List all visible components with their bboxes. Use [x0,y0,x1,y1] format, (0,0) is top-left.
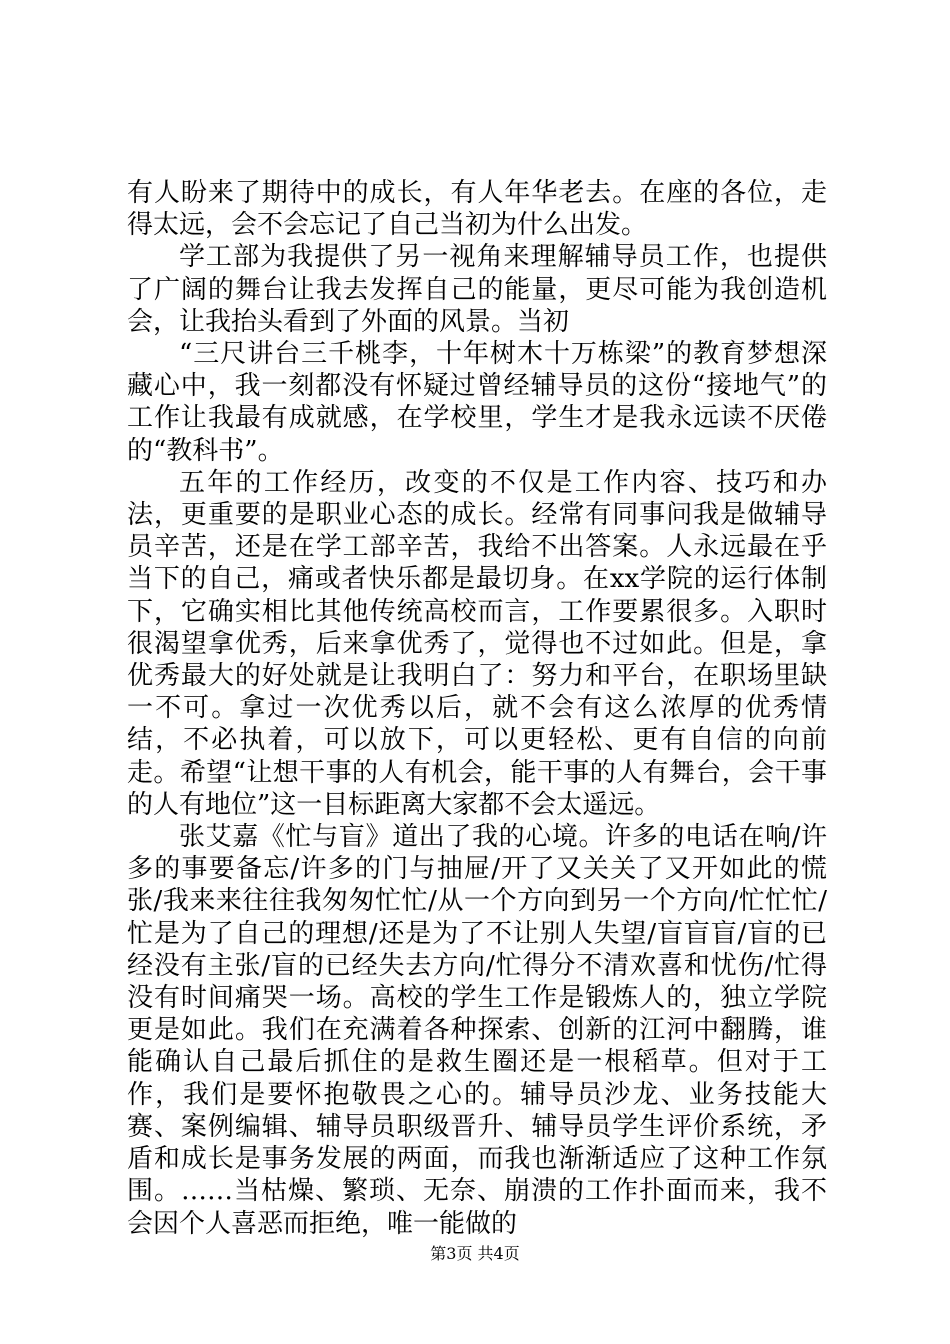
body-text [127,177,827,1240]
paragraph-2: 学工部为我提供了另一视角来理解辅导员工作，也提供了广阔的舞台让我去发挥自己的能量，更尽可能为我创造机会，让我抬头看到了外面的风景。当初 [127,242,827,337]
page-footer: 第3页 共4页 [430,1244,520,1263]
paragraph-3: “三尺讲台三千桃李，十年树木十万栋梁”的教育梦想深藏心中，我一刻都没有怀疑过曾经辅导员的这份“接地气”的工作让我最有成就感，在学校里，学生才是我永远读不厌倦的“教科书”。 [127,339,827,466]
paragraph-4: 五年的工作经历，改变的不仅是工作内容、技巧和办法，更重要的是职业心态的成长。经常有同事问我是做辅导员辛苦，还是在学工部辛苦，我给不出答案。人永远最在乎当下的自己，痛或者快乐都是最切身。在xx学院的运行体制下，它确实相比其他传统高校而言，工作要累很多。入职时很渴望拿优秀，后来拿优秀了，觉得也不过如此。但是，拿优秀最大的好处就是让我明白了：努力和平台，在职场里缺一不可。拿过一次优秀以后，就不会有这么浓厚的优秀情结，不必执着，可以放下，可以更轻松、更有自信的向前走。希望“让想干事的人有机会，能干事的人有舞台，会干事的人有地位”这一目标距离大家都不会太遥远。 [127,467,827,820]
paragraph-5: 张艾嘉《忙与盲》道出了我的心境。许多的电话在响/许多的事要备忘/许多的门与抽屉/开了又关关了又开如此的慌张/我来来往往我匆匆忙忙/从一个方向到另一个方向/忙忙忙/忙是为了自己的理想/还是为了不让别人失望/盲盲盲/盲的已经没有主张/盲的已经失去方向/忙得分不清欢喜和忧伤/忙得没有时间痛哭一场。高校的学生工作是锻炼人的，独立学院更是如此。我们在充满着各种探索、创新的江河中翻腾，谁能确认自己最后抓住的是救生圈还是一根稻草。但对于工作，我们是要怀抱敬畏之心的。辅导员沙龙、业务技能大赛、案例编辑、辅导员职级晋升、辅导员学生评价系统，矛盾和成长是事务发展的两面，而我也渐渐适应了这种工作氛围。……当枯燥、繁琐、无奈、崩溃的工作扑面而来，我不会因个人喜恶而拒绝，唯一能做的 [127,822,827,1239]
paragraph-1: 有人盼来了期待中的成长，有人年华老去。在座的各位，走得太远，会不会忘记了自己当初为什么出发。 [127,178,827,241]
